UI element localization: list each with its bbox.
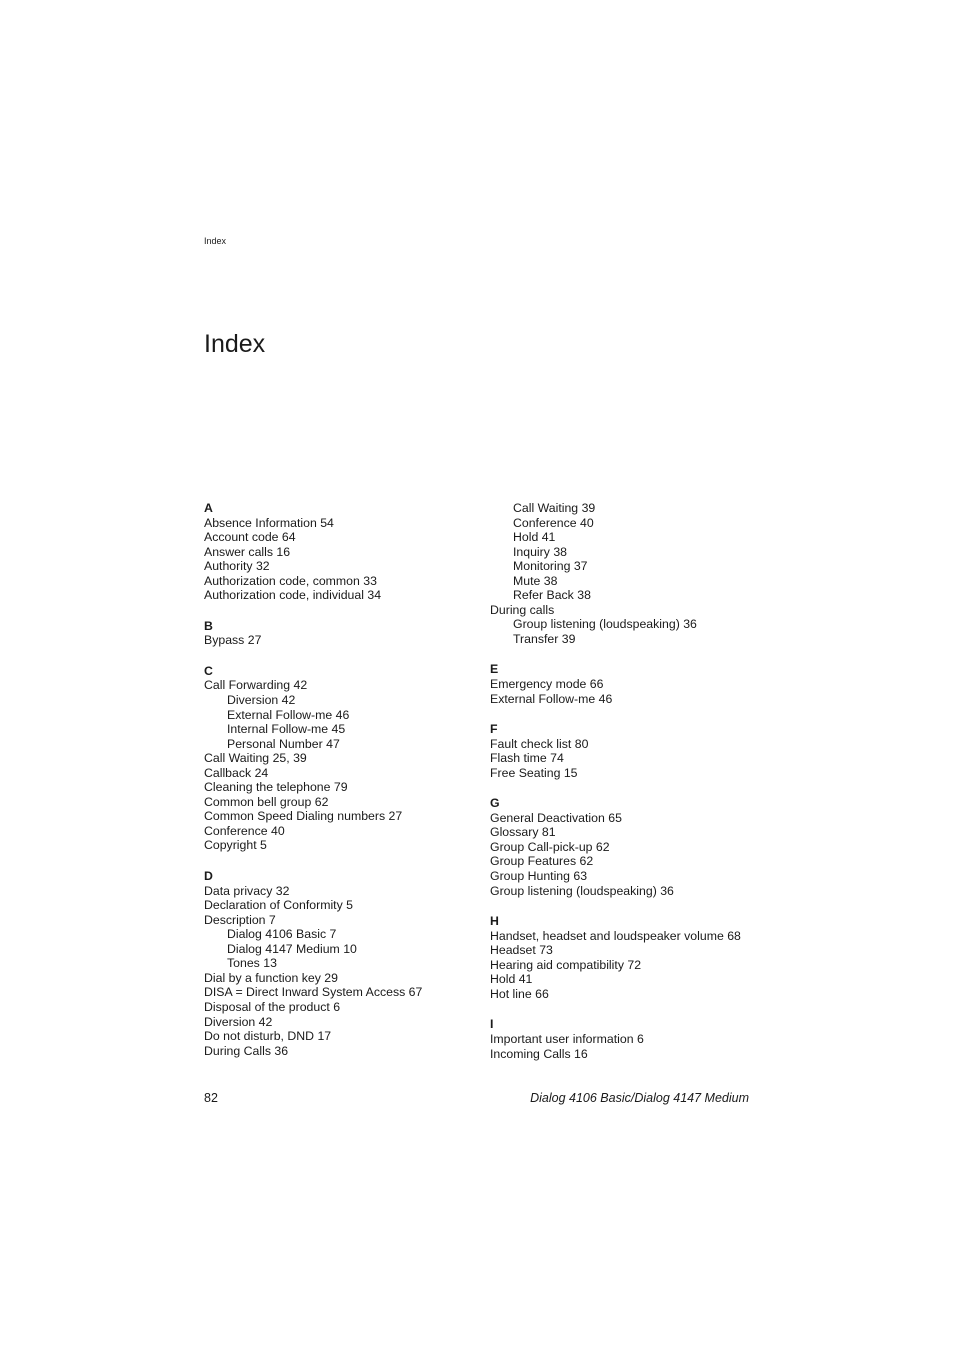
index-entry: Glossary 81 bbox=[490, 825, 556, 840]
index-entry: Emergency mode 66 bbox=[490, 677, 604, 692]
index-subentry: Dialog 4147 Medium 10 bbox=[227, 941, 357, 956]
index-subentry: Group listening (loudspeaking) 36 bbox=[513, 617, 697, 632]
index-entry: Hold 41 bbox=[490, 972, 533, 987]
index-letter-heading: D bbox=[204, 869, 213, 884]
index-entry: Group Features 62 bbox=[490, 854, 594, 869]
index-entry: Important user information 6 bbox=[490, 1031, 644, 1046]
index-letter-heading: H bbox=[490, 914, 499, 929]
index-group-h bbox=[490, 914, 790, 1001]
index-entry: Group Call-pick-up 62 bbox=[490, 839, 610, 854]
index-entry: External Follow-me 46 bbox=[490, 691, 613, 706]
index-subentry: Mute 38 bbox=[513, 573, 558, 588]
index-entry: Authorization code, common 33 bbox=[204, 573, 377, 588]
index-group-f bbox=[490, 722, 790, 780]
index-letter-heading: I bbox=[490, 1017, 494, 1032]
index-letter-heading: G bbox=[490, 796, 500, 811]
index-letter-heading: E bbox=[490, 662, 499, 677]
index-subentry: Call Waiting 39 bbox=[513, 501, 596, 515]
index-group-i bbox=[490, 1017, 790, 1061]
index-column-left bbox=[204, 501, 504, 1058]
index-entry: Callback 24 bbox=[204, 765, 269, 780]
index-entry: Do not disturb, DND 17 bbox=[204, 1029, 332, 1044]
index-entry: Incoming Calls 16 bbox=[490, 1046, 588, 1061]
index-letter-heading: C bbox=[204, 663, 213, 678]
index-subentry: Diversion 42 bbox=[227, 693, 296, 708]
index-entry: General Deactivation 65 bbox=[490, 810, 622, 825]
footer-doc-title: Dialog 4106 Basic/Dialog 4147 Medium bbox=[530, 1091, 749, 1105]
index-subentry: Refer Back 38 bbox=[513, 588, 591, 603]
index-entry: Hearing aid compatibility 72 bbox=[490, 957, 642, 972]
index-entry: Declaration of Conformity 5 bbox=[204, 898, 353, 913]
index-subentry: Conference 40 bbox=[513, 515, 594, 530]
index-entry: Account code 64 bbox=[204, 530, 296, 545]
index-group-continued bbox=[490, 501, 790, 646]
index-subentry: Inquiry 38 bbox=[513, 544, 568, 559]
index-letter-heading: F bbox=[490, 722, 498, 737]
index-subentry: Tones 13 bbox=[227, 956, 277, 971]
index-entry: Disposal of the product 6 bbox=[204, 999, 341, 1014]
index-entry: Authorization code, individual 34 bbox=[204, 588, 382, 603]
index-entry: Common Speed Dialing numbers 27 bbox=[204, 809, 403, 824]
index-subentry: Monitoring 37 bbox=[513, 559, 588, 574]
index-entry: Cleaning the telephone 79 bbox=[204, 780, 348, 795]
index-entry: Answer calls 16 bbox=[204, 544, 291, 559]
index-entry: Call Waiting 25, 39 bbox=[204, 751, 307, 766]
index-entry: Group listening (loudspeaking) 36 bbox=[490, 883, 674, 898]
index-entry: Free Seating 15 bbox=[490, 765, 578, 780]
index-entry: Bypass 27 bbox=[204, 633, 262, 648]
index-group-e bbox=[490, 662, 790, 706]
index-letter-heading: A bbox=[204, 501, 213, 515]
index-subentry: Hold 41 bbox=[513, 530, 556, 545]
index-entry: DISA = Direct Inward System Access 67 bbox=[204, 985, 423, 1000]
index-entry: Handset, headset and loudspeaker volume 68 bbox=[490, 928, 741, 943]
index-entry: Common bell group 62 bbox=[204, 794, 329, 809]
index-entry: Absence Information 54 bbox=[204, 515, 334, 530]
index-entry: During calls bbox=[490, 602, 555, 617]
index-entry: Description 7 bbox=[204, 912, 276, 927]
index-entry: Data privacy 32 bbox=[204, 883, 290, 898]
index-entry: Copyright 5 bbox=[204, 838, 267, 853]
index-group-d bbox=[204, 869, 504, 1058]
index-subentry: Personal Number 47 bbox=[227, 736, 340, 751]
index-entry: Hot line 66 bbox=[490, 986, 549, 1001]
index-group-a bbox=[204, 501, 504, 603]
index-entry: Call Forwarding 42 bbox=[204, 678, 308, 693]
page-number: 82 bbox=[204, 1091, 218, 1105]
index-entry: Conference 40 bbox=[204, 823, 285, 838]
index-entry: Flash time 74 bbox=[490, 751, 564, 766]
index-entry: Authority 32 bbox=[204, 559, 270, 574]
index-entry: Headset 73 bbox=[490, 943, 553, 958]
index-entry: Dial by a function key 29 bbox=[204, 970, 338, 985]
page-title: Index bbox=[204, 330, 266, 358]
index-letter-heading: B bbox=[204, 618, 213, 633]
index-subentry: Dialog 4106 Basic 7 bbox=[227, 927, 337, 942]
index-group-g bbox=[490, 796, 790, 898]
index-entry: Fault check list 80 bbox=[490, 736, 589, 751]
index-subentry: Internal Follow-me 45 bbox=[227, 722, 346, 737]
index-entry: Diversion 42 bbox=[204, 1014, 273, 1029]
index-entry: During Calls 36 bbox=[204, 1043, 289, 1058]
index-column-right bbox=[490, 501, 790, 1061]
index-subentry: Transfer 39 bbox=[513, 631, 576, 646]
index-group-c bbox=[204, 664, 504, 853]
index-group-b bbox=[204, 619, 504, 648]
index-subentry: External Follow-me 46 bbox=[227, 707, 350, 722]
index-entry: Group Hunting 63 bbox=[490, 869, 588, 884]
running-head: Index bbox=[204, 236, 227, 246]
